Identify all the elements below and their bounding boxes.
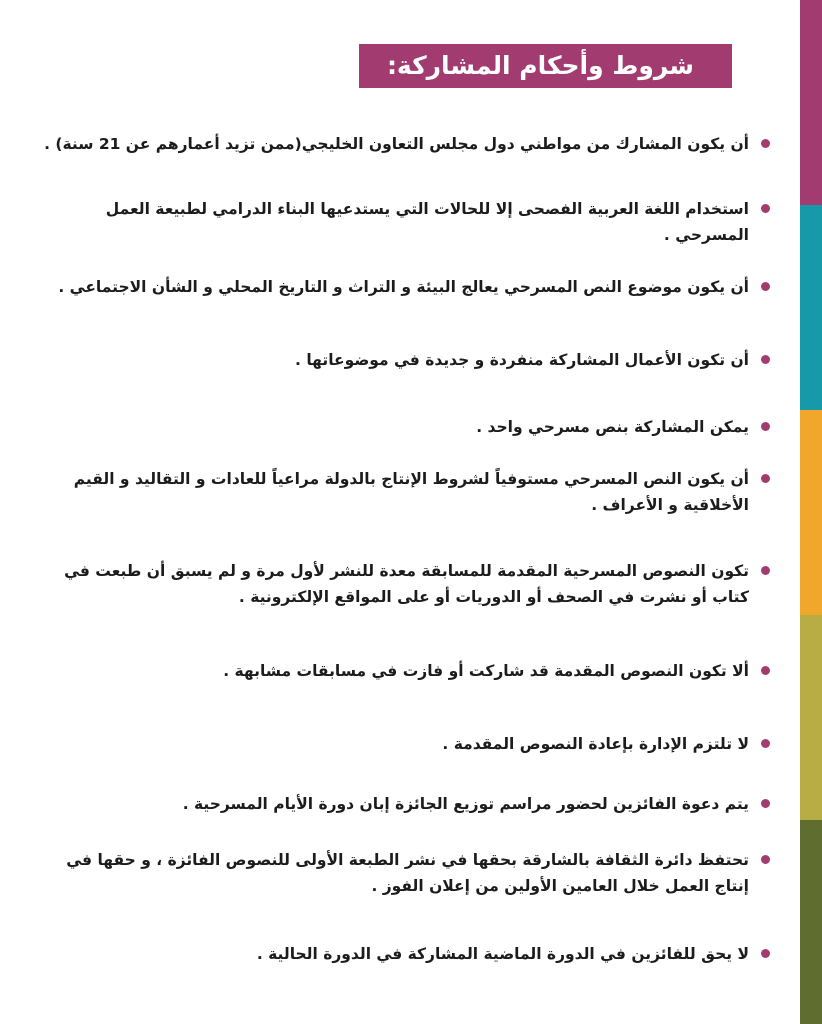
rule-text: أن تكون الأعمال المشاركة منفردة و جديدة في موضوعاتها . <box>295 351 749 369</box>
rule-text: استخدام اللغة العربية الفصحى إلا للحالات التي يستدعيها البناء الدرامي لطبيعة العمل <box>105 200 749 218</box>
rule-text-continued: إنتاج العمل خلال العامين الأولين من إعلان الفوز . <box>371 877 749 895</box>
rule-text: لا يحق للفائزين في الدورة الماضية المشاركة في الدورة الحالية . <box>256 945 749 963</box>
rule-text: لا تلتزم الإدارة بإعادة النصوص المقدمة . <box>442 735 749 753</box>
rule-text: يتم دعوة الفائزين لحضور مراسم توزيع الجائزة إبان دورة الأيام المسرحية . <box>182 795 749 813</box>
rule-text-continued: كتاب أو نشرت في الصحف أو الدوريات أو على المواقع الإلكترونية . <box>238 588 749 606</box>
strip-segment-dark-green <box>800 820 822 1024</box>
bullet-icon <box>761 422 770 431</box>
bullet-icon <box>761 474 770 483</box>
rule-item <box>106 196 770 248</box>
bullet-icon <box>761 739 770 748</box>
bullet-icon <box>761 139 770 148</box>
rule-text: تحتفظ دائرة الثقافة بالشارقة بحقها في نشر الطبعة الأولى للنصوص الفائزة ، و حقها في <box>66 851 749 869</box>
bullet-icon <box>761 282 770 291</box>
bullet-icon <box>761 799 770 808</box>
strip-segment-purple <box>800 0 822 205</box>
rule-item <box>223 658 770 684</box>
rule-item <box>44 131 770 157</box>
bullet-icon <box>761 566 770 575</box>
rule-text: أن يكون النص المسرحي مستوفياً لشروط الإنتاج بالدولة مراعياً للعادات و التقاليد و القيم <box>73 470 749 488</box>
rule-item <box>58 274 770 300</box>
rule-item <box>257 941 770 967</box>
rule-text: تكون النصوص المسرحية المقدمة للمسابقة معدة للنشر لأول مرة و لم يسبق أن طبعت في <box>64 562 749 580</box>
page-title: شروط وأحكام المشاركة: <box>359 44 732 88</box>
side-color-strip <box>800 0 822 1024</box>
rule-text: أن يكون موضوع النص المسرحي يعالج البيئة و التراث و التاريخ المحلي و الشأن الاجتماعي . <box>58 278 749 296</box>
rule-item <box>64 558 770 610</box>
rule-text-continued: المسرحي . <box>663 226 749 244</box>
strip-segment-olive <box>800 615 822 820</box>
rule-item <box>183 791 770 817</box>
bullet-icon <box>761 204 770 213</box>
rule-item <box>295 347 770 373</box>
bullet-icon <box>761 666 770 675</box>
rule-item <box>66 847 770 899</box>
strip-segment-orange <box>800 410 822 615</box>
rule-text: أن يكون المشارك من مواطني دول مجلس التعاون الخليجي(ممن تزيد أعمارهم عن 21 سنة) . <box>44 135 749 153</box>
rule-text: ألا تكون النصوص المقدمة قد شاركت أو فازت في مسابقات مشابهة . <box>223 662 749 680</box>
bullet-icon <box>761 855 770 864</box>
rule-item <box>442 731 770 757</box>
rule-text: يمكن المشاركة بنص مسرحي واحد . <box>476 418 749 436</box>
bullet-icon <box>761 355 770 364</box>
bullet-icon <box>761 949 770 958</box>
rule-text-continued: الأخلاقية و الأعراف . <box>591 496 749 514</box>
strip-segment-teal <box>800 205 822 410</box>
rule-item <box>74 466 770 518</box>
rule-item <box>476 414 770 440</box>
